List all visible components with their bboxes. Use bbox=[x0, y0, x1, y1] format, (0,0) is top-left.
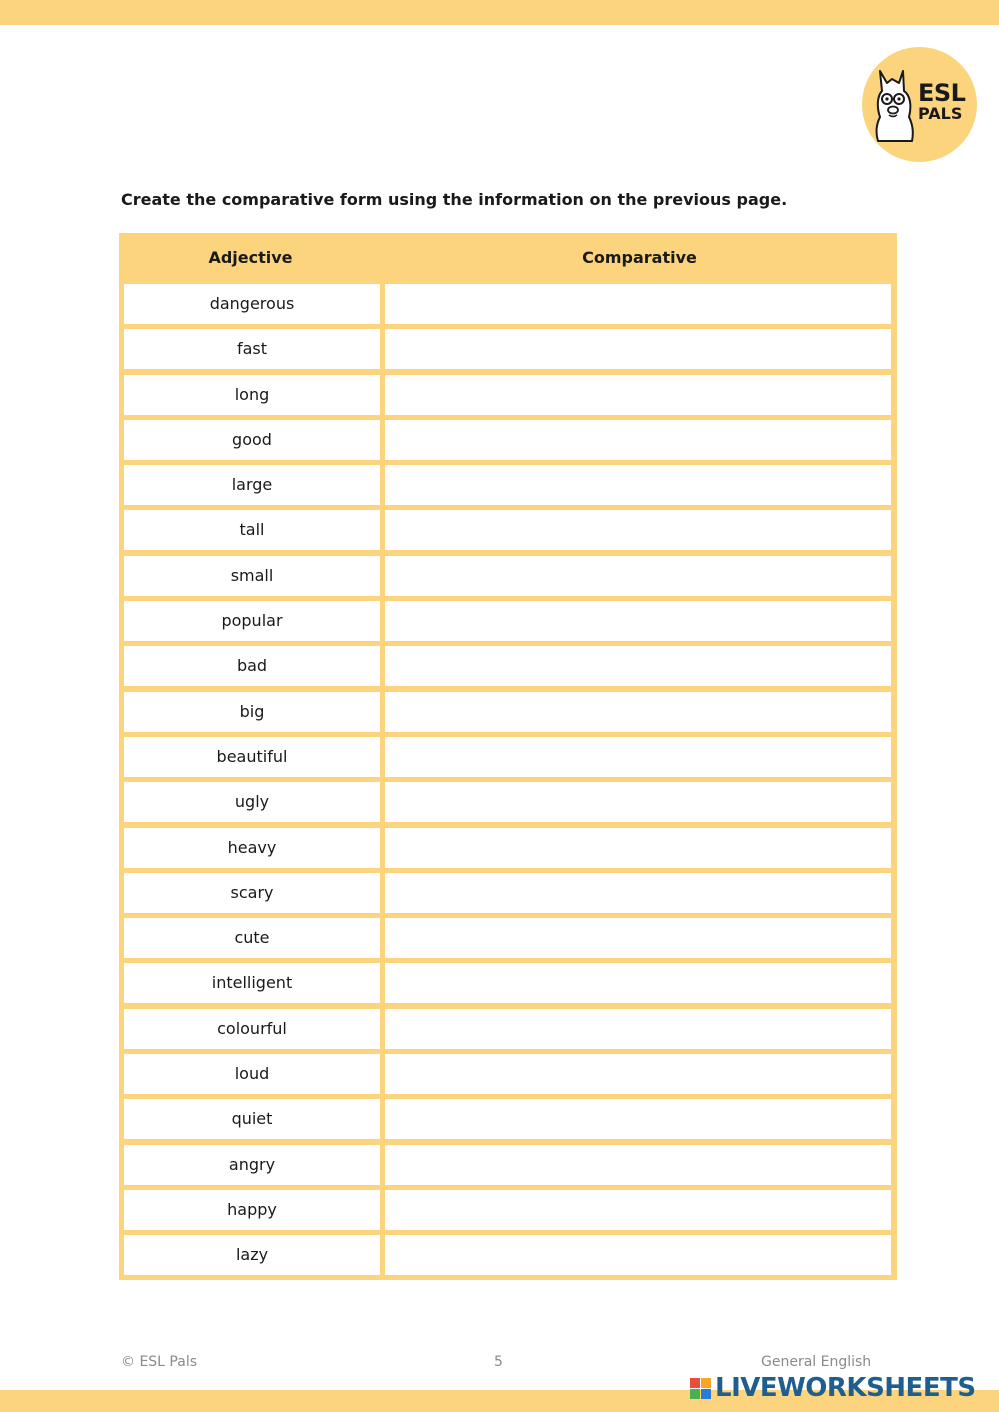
comparative-answer-cell[interactable] bbox=[385, 873, 891, 913]
adjective-cell: ugly bbox=[124, 782, 380, 822]
footer-page-number: 5 bbox=[494, 1354, 503, 1370]
footer-copyright: © ESL Pals bbox=[121, 1354, 198, 1370]
table-row bbox=[119, 644, 897, 689]
comparative-answer-cell[interactable] bbox=[385, 601, 891, 641]
liveworksheets-watermark bbox=[690, 1372, 976, 1404]
adjective-cell: fast bbox=[124, 329, 380, 369]
adjective-cell: lazy bbox=[124, 1235, 380, 1275]
adjective-cell: heavy bbox=[124, 828, 380, 868]
table-row bbox=[119, 916, 897, 961]
table-row bbox=[119, 735, 897, 780]
table-row bbox=[119, 1188, 897, 1233]
comparative-answer-cell[interactable] bbox=[385, 1235, 891, 1275]
esl-pals-logo bbox=[862, 47, 977, 162]
watermark-text: LIVEWORKSHEETS bbox=[715, 1373, 976, 1403]
adjective-cell: bad bbox=[124, 646, 380, 686]
comparative-answer-cell[interactable] bbox=[385, 828, 891, 868]
adjective-cell: angry bbox=[124, 1145, 380, 1185]
llama-icon bbox=[872, 65, 918, 145]
table-header bbox=[119, 233, 897, 281]
adjective-cell: scary bbox=[124, 873, 380, 913]
comparative-answer-cell[interactable] bbox=[385, 918, 891, 958]
comparative-answer-cell[interactable] bbox=[385, 375, 891, 415]
table-body bbox=[119, 282, 897, 1279]
comparative-answer-cell[interactable] bbox=[385, 1054, 891, 1094]
logo-square-i bbox=[701, 1378, 711, 1388]
table-row bbox=[119, 282, 897, 327]
adjective-cell: good bbox=[124, 420, 380, 460]
adjective-cell: large bbox=[124, 465, 380, 505]
logo-square-l bbox=[690, 1378, 700, 1388]
logo-square-e bbox=[701, 1389, 711, 1399]
adjective-cell: small bbox=[124, 556, 380, 596]
table-row bbox=[119, 1097, 897, 1142]
comparative-answer-cell[interactable] bbox=[385, 329, 891, 369]
adjective-cell: long bbox=[124, 375, 380, 415]
adjective-cell: happy bbox=[124, 1190, 380, 1230]
comparative-answer-cell[interactable] bbox=[385, 510, 891, 550]
table-row bbox=[119, 1143, 897, 1188]
logo-square-v bbox=[690, 1389, 700, 1399]
comparative-answer-cell[interactable] bbox=[385, 465, 891, 505]
comparative-answer-cell[interactable] bbox=[385, 963, 891, 1003]
comparative-answer-cell[interactable] bbox=[385, 556, 891, 596]
instruction-text: Create the comparative form using the information on the previous page. bbox=[121, 190, 788, 209]
adjective-cell: tall bbox=[124, 510, 380, 550]
comparative-answer-cell[interactable] bbox=[385, 782, 891, 822]
table-row bbox=[119, 463, 897, 508]
header-adjective: Adjective bbox=[208, 248, 293, 267]
table-row bbox=[119, 1007, 897, 1052]
comparative-answer-cell[interactable] bbox=[385, 1009, 891, 1049]
comparative-answer-cell[interactable] bbox=[385, 420, 891, 460]
adjective-cell: beautiful bbox=[124, 737, 380, 777]
adjective-cell: popular bbox=[124, 601, 380, 641]
table-row bbox=[119, 554, 897, 599]
comparative-answer-cell[interactable] bbox=[385, 1190, 891, 1230]
comparative-answer-cell[interactable] bbox=[385, 1099, 891, 1139]
comparative-answer-cell[interactable] bbox=[385, 646, 891, 686]
comparative-table bbox=[119, 233, 897, 1280]
logo-line-pals: PALS bbox=[918, 104, 963, 123]
adjective-cell: colourful bbox=[124, 1009, 380, 1049]
table-row bbox=[119, 1233, 897, 1278]
table-row bbox=[119, 373, 897, 418]
top-accent-bar bbox=[0, 0, 999, 25]
table-row bbox=[119, 1052, 897, 1097]
adjective-cell: loud bbox=[124, 1054, 380, 1094]
table-row bbox=[119, 327, 897, 372]
table-row bbox=[119, 780, 897, 825]
footer-course: General English bbox=[761, 1354, 872, 1370]
table-row bbox=[119, 418, 897, 463]
adjective-cell: quiet bbox=[124, 1099, 380, 1139]
table-row bbox=[119, 871, 897, 916]
comparative-answer-cell[interactable] bbox=[385, 737, 891, 777]
logo-line-esl: ESL bbox=[918, 79, 966, 107]
adjective-cell: cute bbox=[124, 918, 380, 958]
adjective-cell: big bbox=[124, 692, 380, 732]
adjective-cell: dangerous bbox=[124, 284, 380, 324]
header-comparative: Comparative bbox=[582, 248, 697, 267]
comparative-answer-cell[interactable] bbox=[385, 284, 891, 324]
adjective-cell: intelligent bbox=[124, 963, 380, 1003]
table-row bbox=[119, 690, 897, 735]
comparative-answer-cell[interactable] bbox=[385, 692, 891, 732]
comparative-answer-cell[interactable] bbox=[385, 1145, 891, 1185]
liveworksheets-logo-icon bbox=[690, 1378, 711, 1399]
table-row bbox=[119, 961, 897, 1006]
table-row bbox=[119, 599, 897, 644]
table-row bbox=[119, 826, 897, 871]
table-row bbox=[119, 508, 897, 553]
